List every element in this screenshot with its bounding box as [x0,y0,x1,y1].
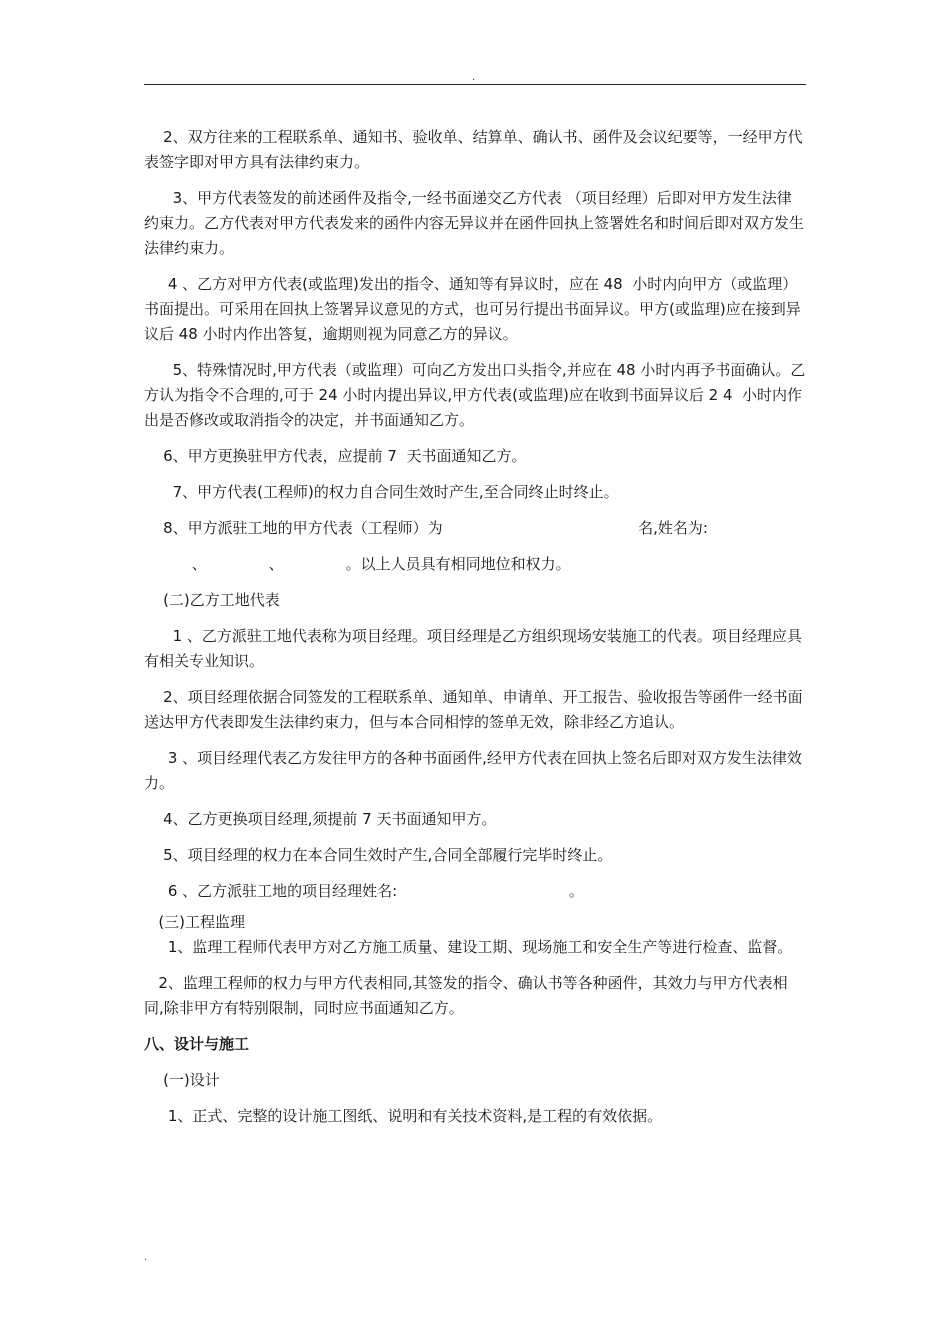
clause-yi-5: 5、项目经理的权力在本合同生效时产生,合同全部履行完毕时终止。 [144,846,613,864]
clause-jianli-1: 1、监理工程师代表甲方对乙方施工质量、建设工期、现场施工和安全生产等进行检查、监督。 [144,938,793,956]
clause-jia-8: 8、甲方派驻工地的甲方代表（工程师）为 名,姓名为: [144,519,708,537]
chapter-8-heading: 八、设计与施工 [144,1035,250,1053]
clause-yi-3: 3 、项目经理代表乙方发往甲方的各种书面函件,经甲方代表在回执上签名后即对双方发生法律效力。 [144,749,802,792]
header-rule [144,84,806,85]
clause-jia-5: 5、特殊情况时,甲方代表（或监理）可向乙方发出口头指令,并应在 48 小时内再予书面确认。乙方认为指令不合理的,可于 24 小时内提出异议,甲方代表(或监理)应在收到书面异议后 2 4 小时内作出是否修改或取消指令的决定，并书面通知乙方。 [144,361,806,429]
clause-design-1: 1、正式、完整的设计施工图纸、说明和有关技术资料,是工程的有效依据。 [144,1107,663,1125]
clause-jia-7: 7、甲方代表(工程师)的权力自合同生效时产生,至合同终止时终止。 [144,483,619,501]
clause-jia-8-names: 、 、 。以上人员具有相同地位和权力。 [144,555,571,573]
clause-yi-4: 4、乙方更换项目经理,须提前 7 天书面通知甲方。 [144,810,497,828]
header-mark: . [472,72,476,83]
section-yi-heading: (二)乙方工地代表 [144,591,280,609]
clause-yi-1: 1 、乙方派驻工地代表称为项目经理。项目经理是乙方组织现场安装施工的代表。项目经理应具有相关专业知识。 [144,627,802,670]
clause-jianli-2: 2、监理工程师的权力与甲方代表相同,其签发的指令、确认书等各种函件，其效力与甲方代表相同,除非甲方有特别限制，同时应书面通知乙方。 [144,974,788,1017]
clause-jia-4: 4 、乙方对甲方代表(或监理)发出的指令、通知等有异议时，应在 48 小时内向甲方（或监理）书面提出。可采用在回执上签署异议意见的方式，也可另行提出书面异议。甲方(或监理)应在接到异议后 48 小时内作出答复，逾期则视为同意乙方的异议。 [144,275,801,343]
clause-jia-2: 2、双方往来的工程联系单、通知书、验收单、结算单、确认书、函件及会议纪要等，一经甲方代表签字即对甲方具有法律约束力。 [144,128,803,171]
clause-yi-2: 2、项目经理依据合同签发的工程联系单、通知单、申请单、开工报告、验收报告等函件一经书面送达甲方代表即发生法律约束力，但与本合同相悖的签单无效，除非经乙方追认。 [144,688,803,731]
subsection-design-heading: (一)设计 [144,1071,220,1089]
footer-mark: . [144,1252,148,1263]
clause-yi-6: 6 、乙方派驻工地的项目经理姓名: 。 [144,882,584,900]
document-body [144,125,806,1129]
clause-jia-6: 6、甲方更换驻甲方代表，应提前 7 天书面通知乙方。 [144,447,527,465]
clause-jia-3: 3、甲方代表签发的前述函件及指令,一经书面递交乙方代表 （项目经理）后即对甲方发生法律约束力。乙方代表对甲方代表发来的函件内容无异议并在函件回执上签署姓名和时间后即对双方发生法律约束力。 [144,189,805,257]
section-jianli-heading: (三)工程监理 [144,913,246,931]
